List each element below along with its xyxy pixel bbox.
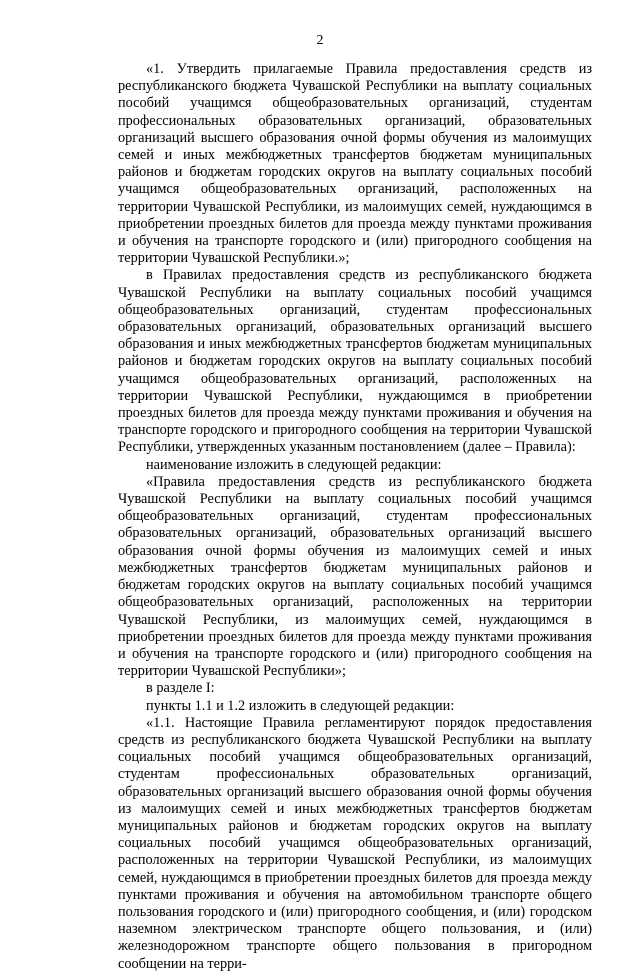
paragraph-rules-amendment-intro: в Правилах предоставления средств из республиканского бюджета Чувашской Республики на выплату социальных пособий учащимся общеобразовательных организаций, студентам профессиональных образовательных организаций, образовательных организаций высшего образования и иных межбюджетных трансфертов бюджетам муниципальных районов и бюджетам городских округов на выплату социальных пособий учащимся общеобразовательных организаций, расположенных на территории Чувашской Республики, нуждающимся в приобретении проездных билетов для проезда между пунктами проживания и обучения на транспорте городского и пригородного сообщения на территории Чувашской Республики, утвержденных указанным постановлением (далее – Правила): xyxy=(118,267,592,456)
document-body xyxy=(118,61,592,973)
paragraph-points-change: пункты 1.1 и 1.2 изложить в следующей редакции: xyxy=(146,697,455,714)
paragraph-new-title: «Правила предоставления средств из республиканского бюджета Чувашской Республики на выплату социальных пособий учащимся общеобразовательных организаций, студентам профессиональных образовательных организаций, образовательных организаций высшего образования очной формы обучения из малоимущих семей и иных межбюджетных трансфертов бюджетам муниципальных районов и бюджетам городских округов на выплату социальных пособий учащимся общеобразовательных организаций, расположенных на территории Чувашской Республики, из малоимущих семей, нуждающимся в приобретении проездных билетов для проезда между пунктами проживания и обучения на транспорте городского и (или) пригородного сообщения на территории Чувашской Республики»; xyxy=(118,473,592,680)
paragraph-resolution-item-1: «1. Утвердить прилагаемые Правила предоставления средств из республиканского бюджета Чувашской Республики на выплату социальных пособий учащимся общеобразовательных организаций, студентам профессиональных образовательных организаций, образовательных организаций высшего образования очной формы обучения из малоимущих семей и иных межбюджетных трансфертов бюджетам муниципальных районов и бюджетам городских округов на выплату социальных пособий учащимся общеобразовательных организаций, расположенных на территории Чувашской Республики, из малоимущих семей, нуждающимся в приобретении проездных билетов для проезда между пунктами проживания и обучения на транспорте городского и (или) пригородного сообщения на территории Чувашской Республики.»; xyxy=(118,61,592,267)
paragraph-point-1-1: «1.1. Настоящие Правила регламентируют порядок предоставления средств из республиканского бюджета Чувашской Республики на выплату социальных пособий учащимся общеобразовательных организаций, студентам профессиональных образовательных организаций, образовательных организаций высшего образования очной формы обучения из малоимущих семей и иных межбюджетных трансфертов бюджетам муниципальных районов и бюджетам городских округов на выплату социальных пособий учащимся общеобразовательных организаций, расположенных на территории Чувашской Республики, из малоимущих семей, нуждающимся в приобретении проездных билетов для проезда между пунктами проживания и обучения на автомобильном транспорте общего пользования городского и (или) пригородного сообщения, и (или) городском наземном электрическом транспорте общего пользования, и (или) железнодорожном транспорте общего пользования в пригородном сообщении на терри- xyxy=(118,714,592,972)
paragraph-section-one: в разделе I: xyxy=(146,680,215,697)
paragraph-title-change: наименование изложить в следующей редакции: xyxy=(146,456,442,473)
page-number: 2 xyxy=(316,33,324,48)
